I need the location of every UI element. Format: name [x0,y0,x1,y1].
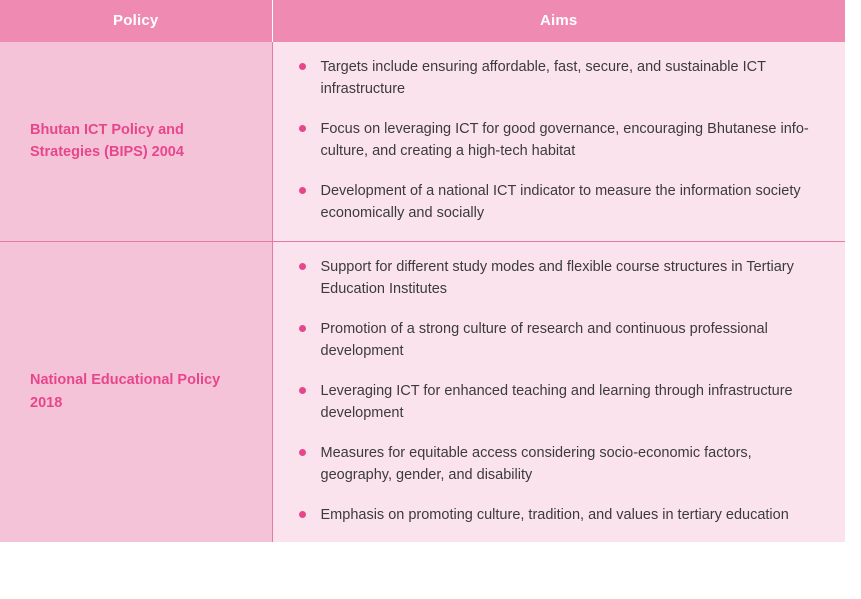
policy-name-cell: Bhutan ICT Policy and Strategies (BIPS) 2004 [0,42,272,241]
list-item-text: Focus on leveraging ICT for good governance, encouraging Bhutanese info-culture, and creating a high-tech habitat [320,120,809,160]
column-header-aims: Aims [272,0,845,42]
policy-aims-cell [272,42,845,241]
list-item-text: Support for different study modes and flexible course structures in Tertiary Education Institutes [320,258,794,298]
list-item [297,380,824,425]
list-item [297,180,824,225]
bullet-icon [299,187,306,194]
policy-name-cell: National Educational Policy 2018 [0,241,272,542]
table-row [0,241,845,542]
table-header-row [0,0,845,42]
list-item-text: Measures for equitable access considering socio-economic factors, geography, gender, and disability [320,444,752,484]
table-row [0,42,845,241]
bullet-icon [299,63,306,70]
policy-aims-cell [272,241,845,542]
bullet-icon [299,511,306,518]
list-item-text: Leveraging ICT for enhanced teaching and learning through infrastructure development [320,382,793,422]
column-header-policy: Policy [0,0,272,42]
list-item [297,256,824,301]
list-item-text: Promotion of a strong culture of research and continuous professional development [320,320,768,360]
table-header [0,0,845,42]
bullet-icon [299,387,306,394]
list-item [297,442,824,487]
table-body [0,42,845,542]
aims-list [297,256,824,526]
list-item [297,504,824,526]
bullet-icon [299,263,306,270]
aims-list [297,56,824,225]
list-item-text: Targets include ensuring affordable, fast, secure, and sustainable ICT infrastructure [320,59,766,98]
list-item-text: Development of a national ICT indicator to measure the information society economically and socially [320,182,801,222]
list-item [297,56,824,101]
list-item [297,318,824,363]
bullet-icon [299,125,306,132]
bullet-icon [299,449,306,456]
bullet-icon [299,325,306,332]
list-item [297,118,824,163]
list-item-text: Emphasis on promoting culture, tradition, and values in tertiary education [320,506,789,523]
